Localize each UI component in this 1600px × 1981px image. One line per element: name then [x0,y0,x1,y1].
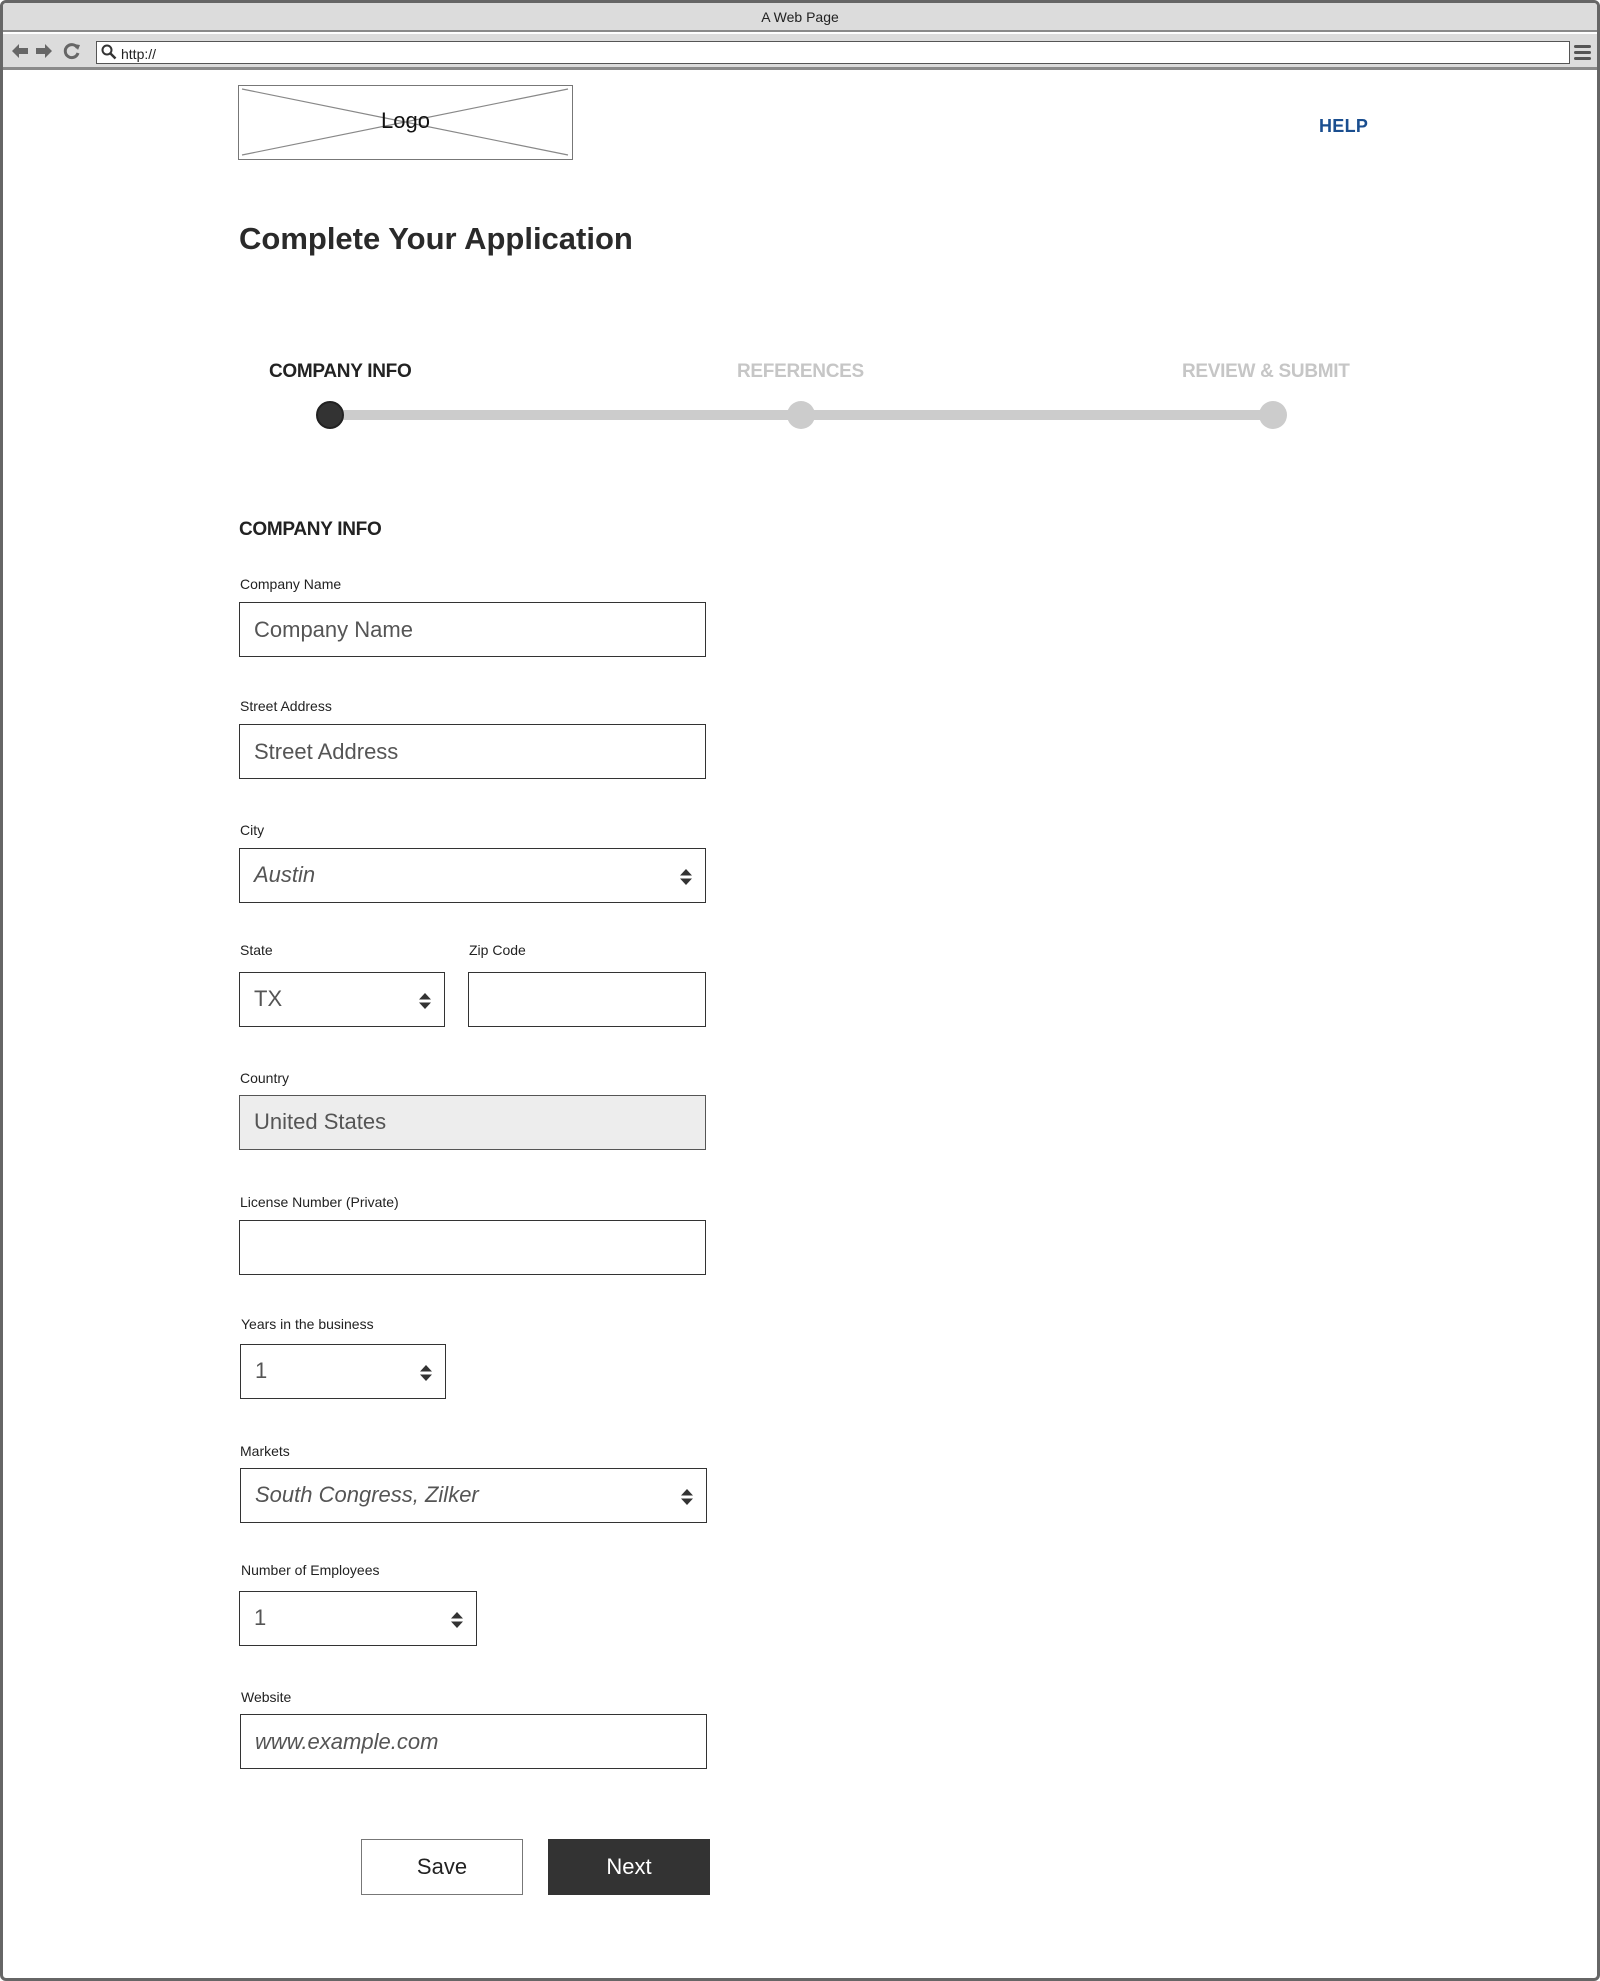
url-input[interactable] [121,45,1521,63]
zip-code-input[interactable] [469,973,705,1026]
step-node-3 [1259,401,1287,429]
markets-value: South Congress, Zilker [255,1482,479,1507]
window-title: A Web Page [3,3,1597,32]
step-company-info[interactable]: COMPANY INFO [269,361,412,382]
zip-code-field[interactable] [468,972,706,1027]
save-button[interactable]: Save [361,1839,523,1895]
step-node-1 [316,401,344,429]
zip-code-label: Zip Code [469,942,526,958]
logo-text: Logo [381,108,430,133]
state-select[interactable] [239,972,445,1027]
years-in-business-select[interactable] [240,1344,446,1399]
state-label: State [240,942,273,958]
country-value: United States [254,1109,387,1134]
select-arrows-icon [419,1364,433,1382]
company-name-input[interactable] [240,603,705,656]
license-number-input[interactable] [240,1221,705,1274]
city-label: City [240,822,265,838]
select-arrows-icon [418,992,432,1010]
company-name-label: Company Name [240,576,342,592]
street-address-field[interactable] [239,724,706,779]
website-label: Website [241,1689,292,1705]
license-number-field[interactable] [239,1220,706,1275]
browser-toolbar [3,34,1597,70]
section-title: COMPANY INFO [239,519,382,540]
street-address-label: Street Address [240,698,332,714]
forward-arrow-icon[interactable] [35,42,53,60]
years-in-business-label: Years in the business [241,1316,374,1332]
markets-label: Markets [240,1443,290,1459]
next-button[interactable]: Next [548,1839,710,1895]
num-employees-value: 1 [254,1605,267,1630]
city-value: Austin [254,862,316,887]
step-review-submit[interactable]: REVIEW & SUBMIT [1182,361,1350,382]
city-select[interactable] [239,848,706,903]
license-number-label: License Number (Private) [240,1194,399,1210]
select-arrows-icon [679,868,693,886]
back-arrow-icon[interactable] [11,42,29,60]
company-name-field[interactable] [239,602,706,657]
num-employees-label: Number of Employees [241,1562,380,1578]
num-employees-select[interactable] [239,1591,477,1646]
website-input[interactable] [241,1715,706,1768]
select-arrows-icon [680,1488,694,1506]
logo-placeholder [238,85,573,160]
street-address-input[interactable] [240,725,705,778]
search-icon [101,44,117,60]
country-field [239,1095,706,1150]
help-link[interactable]: HELP [1319,116,1369,136]
page-title: Complete Your Application [239,221,633,256]
years-in-business-value: 1 [255,1358,268,1383]
select-arrows-icon [450,1611,464,1629]
reload-icon[interactable] [63,42,81,60]
step-node-2 [787,401,815,429]
country-label: Country [240,1070,290,1086]
state-value: TX [254,986,283,1011]
website-field[interactable] [240,1714,707,1769]
address-bar[interactable] [96,41,1570,64]
markets-select[interactable] [240,1468,707,1523]
step-references[interactable]: REFERENCES [737,361,864,382]
hamburger-menu-icon[interactable] [1574,45,1591,60]
